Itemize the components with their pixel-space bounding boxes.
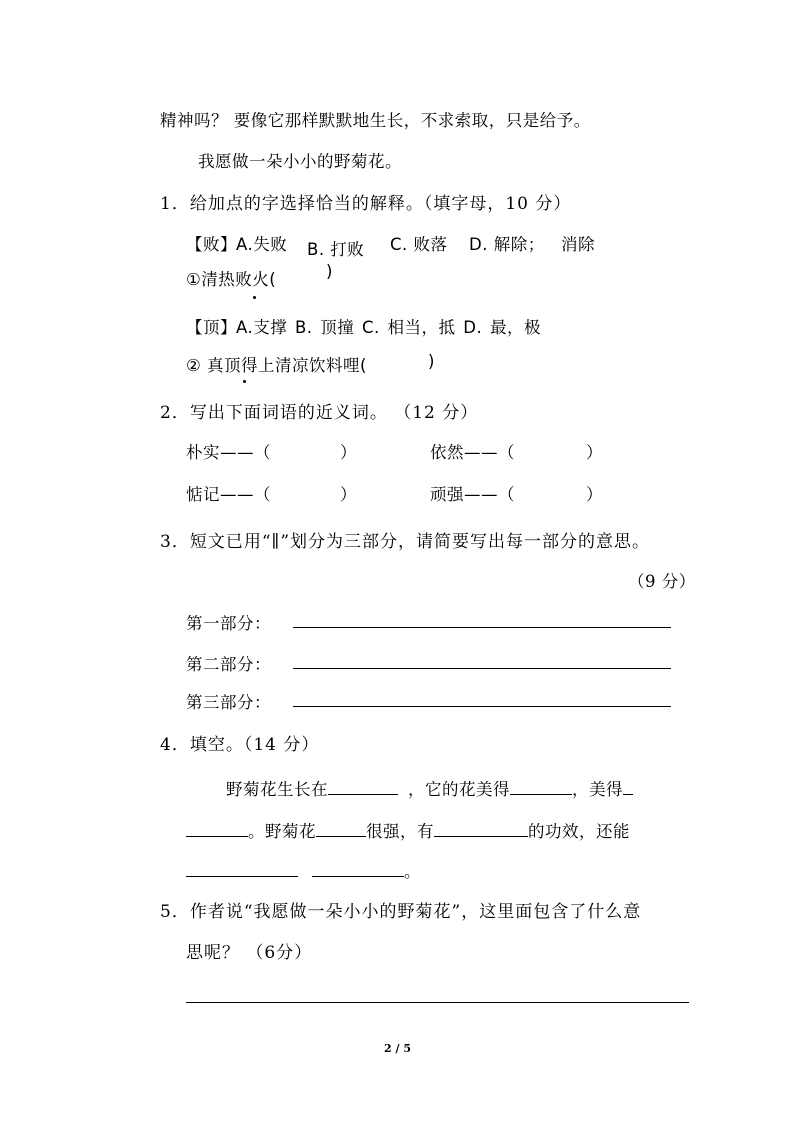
fill-line-1 [226, 776, 633, 800]
emphasis-dot [243, 380, 246, 383]
part-2-label: 第二部分： [186, 655, 271, 674]
fill-text-4: 。野菊花 [248, 822, 316, 841]
bai-option-d: D. 解除； [469, 235, 545, 254]
bai-option-c: C. 败落 [390, 235, 448, 254]
page-number: 2 / 5 [384, 1042, 411, 1055]
question-5-title: 5．作者说“我愿做一朵小小的野菊花”，这里面包含了什么意 [160, 902, 642, 922]
question-3-title: 3．短文已用“∥”划分为三部分，请简要写出每一部分的意思。 [160, 532, 651, 552]
part-3-answer-line[interactable] [293, 706, 671, 707]
fill-blank-3[interactable] [623, 780, 633, 795]
passage-line-1: 精神吗？ 要像它那样默默地生长，不求索取，只是给予。 [160, 111, 591, 130]
synonym-2-label: 依然——（ [430, 443, 515, 462]
fill-text-7: 。 [404, 862, 421, 881]
synonym-4-close: ） [586, 485, 603, 504]
bai-option-a: A.失败 [236, 235, 288, 254]
part-1-answer-line[interactable] [293, 627, 671, 628]
part-3-label: 第三部分： [186, 693, 271, 712]
ding-options: A.支撑 B. 顶撞 C. 相当，抵 D. 最，极 [236, 318, 541, 337]
ding-heading: 【顶】 [186, 318, 237, 337]
fill-blank-5[interactable] [316, 822, 366, 837]
synonym-2-close: ） [586, 443, 603, 462]
synonym-1-close: ） [340, 443, 357, 462]
bai-item-1: ①清热败火( [186, 270, 277, 289]
passage-line-2: 我愿做一朵小小的野菊花。 [198, 152, 402, 171]
question-2-title: 2．写出下面词语的近义词。 （12 分） [160, 403, 479, 423]
ding-item-2: ② 真顶得上清凉饮料哩( [186, 356, 367, 375]
bai-option-b: B. 打败 [307, 240, 365, 259]
fill-line-2 [186, 818, 630, 842]
fill-text-6: 的功效，还能 [528, 822, 630, 841]
question-3-score: （9 分） [628, 572, 696, 591]
fill-text-3: ，美得 [572, 780, 623, 799]
ding-item-2-close: ) [428, 352, 435, 371]
synonym-3-close: ） [340, 485, 357, 504]
synonym-1-label: 朴实——（ [186, 443, 271, 462]
fill-blank-8[interactable] [312, 862, 404, 877]
fill-blank-7[interactable] [186, 862, 298, 877]
fill-line-3 [186, 858, 421, 882]
emphasis-dot [253, 296, 256, 299]
fill-blank-2[interactable] [510, 780, 572, 795]
question-4-title: 4．填空。（14 分） [160, 735, 320, 755]
bai-option-d-extra: 消除 [561, 235, 595, 254]
fill-blank-1[interactable] [328, 780, 398, 795]
fill-text-1: 野菊花生长在 [226, 780, 328, 799]
part-1-label: 第一部分： [186, 614, 271, 633]
fill-text-2: ，它的花美得 [408, 780, 510, 799]
fill-blank-4[interactable] [186, 822, 248, 837]
synonym-4-label: 顽强——（ [430, 485, 515, 504]
synonym-3-label: 惦记——（ [186, 485, 271, 504]
question-1-title: 1．给加点的字选择恰当的解释。（填字母，10 分） [160, 194, 572, 214]
bai-item-1-close: ) [326, 262, 333, 281]
fill-blank-6[interactable] [434, 822, 528, 837]
question-5-title-cont: 思呢？ （6分） [186, 943, 313, 963]
question-5-answer-line[interactable] [186, 1002, 689, 1003]
fill-text-5: 很强，有 [366, 822, 434, 841]
bai-heading: 【败】 [186, 235, 237, 254]
part-2-answer-line[interactable] [293, 668, 671, 669]
